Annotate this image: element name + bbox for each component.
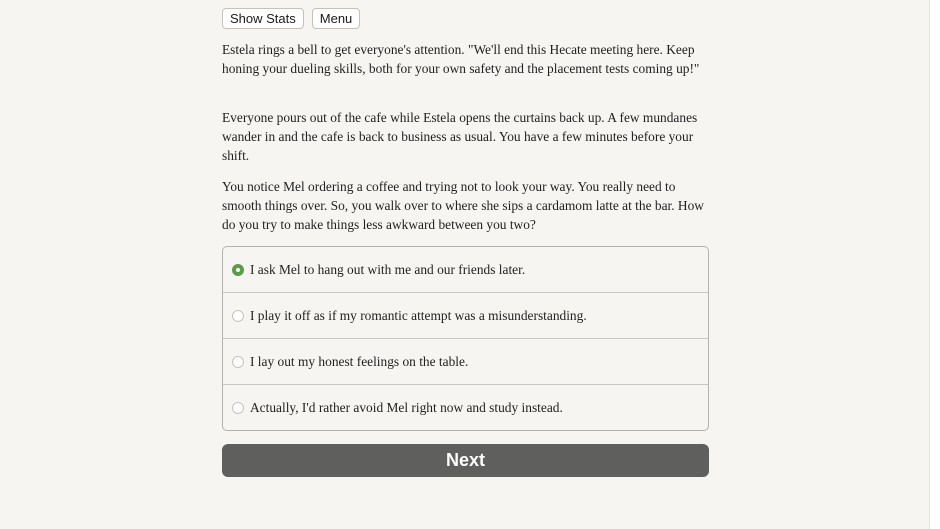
choice-label: Actually, I'd rather avoid Mel right now and study instead. (250, 399, 563, 415)
choice-list (222, 246, 709, 431)
radio-empty-icon[interactable] (232, 402, 244, 414)
choice-label: I lay out my honest feelings on the table. (250, 353, 469, 369)
radio-empty-icon[interactable] (232, 356, 244, 368)
next-button[interactable]: Next (222, 444, 709, 477)
radio-empty-icon[interactable] (232, 310, 244, 322)
choice-option-2[interactable] (223, 293, 708, 339)
choice-option-3[interactable] (223, 339, 708, 385)
choice-label: I play it off as if my romantic attempt was a misunderstanding. (250, 307, 587, 323)
scrollbar-gutter (929, 0, 940, 529)
story-paragraph-2: Everyone pours out of the cafe while Estela opens the curtains back up. A few mundanes wander in and the cafe is back to business as usual. You have a few minutes before your shift. (222, 110, 698, 163)
top-toolbar (222, 8, 360, 29)
choice-option-4[interactable] (223, 385, 708, 430)
choice-label: I ask Mel to hang out with me and our friends later. (250, 261, 526, 277)
story-paragraph-3: You notice Mel ordering a coffee and trying not to look your way. You really need to smooth things over. So, you walk over to where she sips a cardamom latte at the bar. How do you try to make things less awkward between you two? (222, 179, 704, 232)
radio-selected-icon[interactable] (232, 264, 244, 276)
menu-button[interactable]: Menu (312, 8, 361, 29)
story-paragraph-1: Estela rings a bell to get everyone's attention. "We'll end this Hecate meeting here. Keep honing your dueling skills, both for your own safety and the placement tests coming up!" (222, 42, 700, 76)
show-stats-button[interactable]: Show Stats (222, 8, 304, 29)
choice-option-1[interactable] (223, 247, 708, 293)
